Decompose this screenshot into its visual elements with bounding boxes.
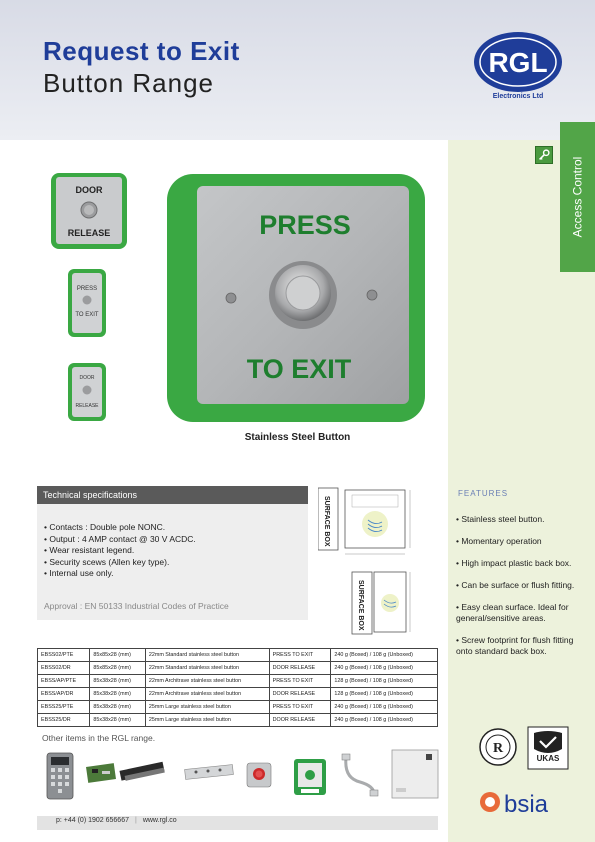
main-legend-bottom: TO EXIT (246, 354, 352, 384)
product-weight: 240 g (Boxed) / 108 g (Unboxed) (331, 714, 438, 727)
other-items-label: Other items in the RGL range. (42, 733, 156, 743)
product-code: EBSS02/DR (38, 662, 90, 675)
features-title: FEATURES (458, 489, 509, 498)
surface-box-diagrams (318, 486, 438, 636)
product-size: 85x38x28 (mm) (90, 701, 145, 714)
thumbnail-architrave-door-release (67, 362, 107, 422)
key-icon (535, 146, 553, 164)
features-list (456, 514, 591, 668)
product-code: EBSS25/DR (38, 714, 90, 727)
product-weight: 128 g (Boxed) / 108 g (Unboxed) (331, 675, 438, 688)
surface-box-label-1: SURFACE BOX (323, 496, 330, 547)
product-legend: DOOR RELEASE (269, 688, 331, 701)
product-size: 85x38x28 (mm) (90, 675, 145, 688)
thumbnail-3-top: DOOR (79, 375, 95, 381)
thumbnail-2-top: PRESS (76, 286, 98, 292)
feature-item: • Easy clean surface. Ideal for general/sensitive areas. (456, 602, 569, 623)
tech-spec-item: • Wear resistant legend. (44, 545, 135, 555)
product-table (37, 648, 438, 727)
main-product-photo (165, 172, 427, 424)
ukas-text: UKAS (536, 754, 560, 763)
door-loop-cable-image (340, 752, 380, 798)
tech-specs-list (44, 522, 196, 580)
product-weight: 128 g (Boxed) / 108 g (Unboxed) (331, 688, 438, 701)
feature-item: • Can be surface or flush fitting. (456, 580, 575, 590)
product-weight: 240 g (Boxed) / 108 g (Unboxed) (331, 662, 438, 675)
thumbnail-2-bottom: TO EXIT (75, 312, 99, 318)
product-description: 22mm Standard stainless steel button (145, 649, 269, 662)
access-control-tab-label (560, 122, 595, 272)
feature-item: • Screw footprint for flush fitting onto standard back box. (456, 635, 574, 656)
circuit-board-image (86, 762, 116, 784)
product-weight: 240 g (Boxed) / 108 g (Unboxed) (331, 649, 438, 662)
footer-contact (56, 817, 177, 824)
table-row (38, 701, 438, 714)
product-legend: PRESS TO EXIT (269, 675, 331, 688)
footer-phone: p: +44 (0) 1902 656667 (56, 817, 129, 824)
table-row (38, 688, 438, 701)
surface-box-label-2: SURFACE BOX (357, 580, 364, 631)
product-size: 85x85x28 (mm) (90, 662, 145, 675)
emergency-door-release-image (293, 758, 327, 796)
table-row (38, 714, 438, 727)
product-weight: 240 g (Boxed) / 108 g (Unboxed) (331, 701, 438, 714)
product-size: 85x38x28 (mm) (90, 688, 145, 701)
tech-specs-header: Technical specifications (37, 486, 308, 504)
thumbnail-1-bottom: RELEASE (67, 228, 111, 238)
logo-text: RGL (488, 47, 548, 78)
product-legend: DOOR RELEASE (269, 714, 331, 727)
maglock-image (184, 764, 234, 780)
product-description: 22mm Standard stainless steel button (145, 662, 269, 675)
thumbnail-1-top: DOOR (75, 185, 103, 195)
main-photo-caption: Stainless Steel Button (244, 432, 351, 443)
bsia-logo (476, 780, 576, 832)
footer-website-link[interactable]: www.rgl.co (142, 817, 177, 824)
product-description: 25mm Large stainless steel button (145, 714, 269, 727)
keypad-reader-image (46, 752, 74, 800)
tech-spec-item: • Output : 4 AMP contact @ 30 V ACDC. (44, 533, 196, 544)
thumbnail-door-release (50, 172, 128, 250)
table-row (38, 649, 438, 662)
page-title: Request to Exit (43, 36, 240, 66)
access-control-text: Access Control (570, 156, 585, 238)
certification-logos (474, 723, 574, 778)
page-subtitle: Button Range (43, 68, 215, 98)
feature-item: • High impact plastic back box. (456, 558, 572, 568)
tech-specs-approval: Approval : EN 50133 Industrial Codes of Practice (44, 601, 229, 611)
rgl-logo (466, 30, 566, 102)
table-row (38, 662, 438, 675)
product-legend: DOOR RELEASE (269, 662, 331, 675)
thumbnail-3-bottom: RELEASE (75, 403, 99, 409)
footer-separator: | (134, 817, 137, 824)
bsia-text: bsia (504, 791, 549, 818)
product-size: 85x38x28 (mm) (90, 714, 145, 727)
product-legend: PRESS TO EXIT (269, 701, 331, 714)
product-legend: PRESS TO EXIT (269, 649, 331, 662)
tech-spec-item: • Contacts : Double pole NONC. (44, 522, 166, 532)
product-code: EBSS25/PTE (38, 701, 90, 714)
svg-text:R: R (492, 741, 504, 756)
product-description: 25mm Large stainless steel button (145, 701, 269, 714)
product-size: 85x85x28 (mm) (90, 649, 145, 662)
tech-spec-item: • Security scews (Allen key type). (44, 556, 170, 567)
product-code: EBSS02/PTE (38, 649, 90, 662)
product-code: EBSS/AP/PTE (38, 675, 90, 688)
tech-spec-item: • Internal use only. (44, 568, 114, 578)
product-description: 22mm Architrave stainless steel button (145, 675, 269, 688)
power-supply-image (390, 748, 440, 800)
thumbnail-architrave-press-to-exit (67, 268, 107, 338)
product-description: 22mm Architrave stainless steel button (145, 688, 269, 701)
table-row (38, 675, 438, 688)
electric-strike-image (118, 758, 168, 786)
feature-item: • Momentary operation (456, 536, 542, 546)
feature-item: • Stainless steel button. (456, 514, 545, 524)
logo-subtext: Electronics Ltd (492, 93, 544, 100)
product-code: EBSS/AP/DR (38, 688, 90, 701)
exit-button-image (246, 762, 272, 788)
main-legend-top: PRESS (259, 210, 351, 240)
